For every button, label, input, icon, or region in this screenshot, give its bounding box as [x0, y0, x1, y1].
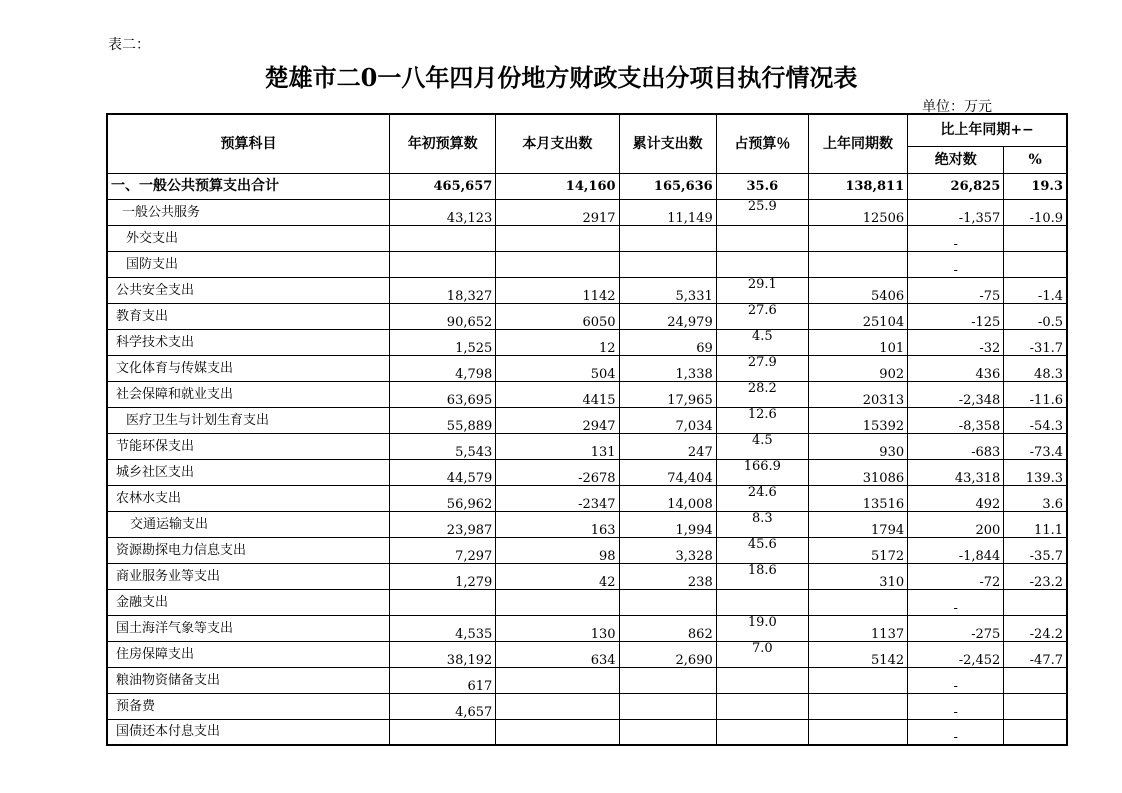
cell-rate: -73.4	[1004, 433, 1067, 459]
cell-cumulative: 3,328	[619, 537, 716, 563]
unit-label: 单位：万元	[922, 99, 992, 115]
row-name: 国债还本付息支出	[107, 719, 390, 745]
table-row	[107, 589, 1067, 615]
table-row	[107, 511, 1067, 537]
cell-cumulative	[619, 589, 716, 615]
cell-budget: 1,525	[390, 329, 496, 355]
cell-pct: 27.6	[716, 303, 808, 329]
cell-rate	[1004, 693, 1067, 719]
cell-cumulative: 1,338	[619, 355, 716, 381]
cell-budget	[390, 719, 496, 745]
cell-cumulative: 2,690	[619, 641, 716, 667]
cell-rate: -54.3	[1004, 407, 1067, 433]
cell-budget: 43,123	[390, 199, 496, 225]
cell-abs: -72	[908, 563, 1004, 589]
table-row	[107, 381, 1067, 407]
row-name: 金融支出	[107, 589, 390, 615]
row-name: 文化体育与传媒支出	[107, 355, 390, 381]
cell-last-year: 15392	[808, 407, 907, 433]
cell-cumulative	[619, 225, 716, 251]
cell-rate: -23.2	[1004, 563, 1067, 589]
cell-month	[496, 589, 619, 615]
cell-pct: 45.6	[716, 537, 808, 563]
cell-pct	[716, 719, 808, 745]
cell-abs: -	[908, 693, 1004, 719]
cell-abs: -75	[908, 277, 1004, 303]
table-row	[107, 407, 1067, 433]
cell-rate	[1004, 589, 1067, 615]
cell-month: 131	[496, 433, 619, 459]
table-row	[107, 329, 1067, 355]
table-row	[107, 563, 1067, 589]
cell-last-year: 1137	[808, 615, 907, 641]
col-header-month-expense: 本月支出数	[496, 114, 619, 173]
table-row	[107, 199, 1067, 225]
cell-last-year: 5142	[808, 641, 907, 667]
cell-last-year: 31086	[808, 459, 907, 485]
cell-rate: -31.7	[1004, 329, 1067, 355]
cell-budget: 4,798	[390, 355, 496, 381]
cell-last-year	[808, 589, 907, 615]
row-name: 国土海洋气象等支出	[107, 615, 390, 641]
cell-month: 504	[496, 355, 619, 381]
table-row	[107, 641, 1067, 667]
row-name: 公共安全支出	[107, 277, 390, 303]
cell-last-year: 25104	[808, 303, 907, 329]
cell-cumulative: 1,994	[619, 511, 716, 537]
cell-month: 130	[496, 615, 619, 641]
cell-pct: 166.9	[716, 459, 808, 485]
cell-budget: 23,987	[390, 511, 496, 537]
cell-rate: -11.6	[1004, 381, 1067, 407]
col-header-cumulative: 累计支出数	[619, 114, 716, 173]
cell-pct: 35.6	[716, 173, 808, 199]
cell-budget: 55,889	[390, 407, 496, 433]
cell-last-year: 5406	[808, 277, 907, 303]
cell-pct: 4.5	[716, 433, 808, 459]
cell-month: 2947	[496, 407, 619, 433]
cell-budget: 18,327	[390, 277, 496, 303]
cell-pct: 28.2	[716, 381, 808, 407]
cell-cumulative: 238	[619, 563, 716, 589]
cell-month: 14,160	[496, 173, 619, 199]
cell-cumulative	[619, 693, 716, 719]
cell-last-year: 101	[808, 329, 907, 355]
cell-budget: 4,657	[390, 693, 496, 719]
cell-cumulative	[619, 251, 716, 277]
cell-abs: 200	[908, 511, 1004, 537]
cell-pct: 18.6	[716, 563, 808, 589]
col-header-percent: %	[1004, 146, 1067, 173]
cell-month	[496, 667, 619, 693]
cell-pct: 24.6	[716, 485, 808, 511]
cell-pct: 25.9	[716, 199, 808, 225]
col-header-pct-budget: 占预算％	[716, 114, 808, 173]
cell-month	[496, 719, 619, 745]
row-name: 资源勘探电力信息支出	[107, 537, 390, 563]
cell-pct: 12.6	[716, 407, 808, 433]
cell-cumulative: 247	[619, 433, 716, 459]
col-header-last-year: 上年同期数	[808, 114, 907, 173]
cell-cumulative: 74,404	[619, 459, 716, 485]
page-title: 楚雄市二0一八年四月份地方财政支出分项目执行情况表	[264, 63, 858, 92]
cell-budget: 38,192	[390, 641, 496, 667]
cell-last-year: 20313	[808, 381, 907, 407]
cell-last-year	[808, 719, 907, 745]
cell-cumulative: 14,008	[619, 485, 716, 511]
row-name: 住房保障支出	[107, 641, 390, 667]
table-row	[107, 303, 1067, 329]
table-label: 表二：	[108, 37, 150, 53]
cell-rate: -10.9	[1004, 199, 1067, 225]
cell-last-year: 12506	[808, 199, 907, 225]
cell-budget	[390, 251, 496, 277]
cell-abs: -8,358	[908, 407, 1004, 433]
cell-abs: -	[908, 719, 1004, 745]
row-name: 一、一般公共预算支出合计	[107, 173, 390, 199]
cell-rate: -35.7	[1004, 537, 1067, 563]
cell-cumulative: 5,331	[619, 277, 716, 303]
cell-pct	[716, 251, 808, 277]
row-name: 教育支出	[107, 303, 390, 329]
cell-abs: -	[908, 251, 1004, 277]
cell-abs: -	[908, 225, 1004, 251]
col-header-annual-budget: 年初预算数	[390, 114, 496, 173]
cell-month: 42	[496, 563, 619, 589]
cell-budget	[390, 589, 496, 615]
cell-budget: 56,962	[390, 485, 496, 511]
cell-last-year: 138,811	[808, 173, 907, 199]
cell-abs: -1,844	[908, 537, 1004, 563]
col-header-compare: 比上年同期+−	[908, 114, 1067, 146]
table-row	[107, 693, 1067, 719]
cell-abs: -2,348	[908, 381, 1004, 407]
cell-pct: 19.0	[716, 615, 808, 641]
table-row	[107, 459, 1067, 485]
cell-last-year: 13516	[808, 485, 907, 511]
total-row	[107, 173, 1067, 199]
cell-month: 163	[496, 511, 619, 537]
table-row	[107, 485, 1067, 511]
cell-month: -2678	[496, 459, 619, 485]
cell-budget	[390, 225, 496, 251]
cell-pct	[716, 225, 808, 251]
cell-last-year	[808, 225, 907, 251]
cell-abs: -2,452	[908, 641, 1004, 667]
row-name: 医疗卫生与计划生育支出	[107, 407, 390, 433]
table-row	[107, 277, 1067, 303]
cell-cumulative	[619, 667, 716, 693]
row-name: 城乡社区支出	[107, 459, 390, 485]
table-row	[107, 667, 1067, 693]
cell-budget: 5,543	[390, 433, 496, 459]
cell-last-year: 5172	[808, 537, 907, 563]
row-name: 外交支出	[107, 225, 390, 251]
cell-pct: 8.3	[716, 511, 808, 537]
cell-rate	[1004, 719, 1067, 745]
cell-budget: 44,579	[390, 459, 496, 485]
cell-cumulative: 11,149	[619, 199, 716, 225]
cell-abs: 436	[908, 355, 1004, 381]
cell-month: 6050	[496, 303, 619, 329]
cell-rate	[1004, 251, 1067, 277]
cell-cumulative: 24,979	[619, 303, 716, 329]
cell-last-year	[808, 693, 907, 719]
cell-abs: -	[908, 589, 1004, 615]
cell-cumulative: 17,965	[619, 381, 716, 407]
cell-last-year: 930	[808, 433, 907, 459]
cell-month	[496, 225, 619, 251]
cell-last-year: 902	[808, 355, 907, 381]
cell-abs: -	[908, 667, 1004, 693]
table-row	[107, 251, 1067, 277]
cell-abs: 26,825	[908, 173, 1004, 199]
cell-pct: 4.5	[716, 329, 808, 355]
row-name: 交通运输支出	[107, 511, 390, 537]
cell-budget: 63,695	[390, 381, 496, 407]
cell-month: 12	[496, 329, 619, 355]
cell-cumulative	[619, 719, 716, 745]
cell-rate: -47.7	[1004, 641, 1067, 667]
table-row	[107, 355, 1067, 381]
cell-rate	[1004, 667, 1067, 693]
cell-month: 4415	[496, 381, 619, 407]
cell-pct	[716, 693, 808, 719]
cell-abs: -275	[908, 615, 1004, 641]
table-row	[107, 615, 1067, 641]
cell-pct	[716, 667, 808, 693]
cell-month	[496, 251, 619, 277]
cell-cumulative: 165,636	[619, 173, 716, 199]
cell-abs: -125	[908, 303, 1004, 329]
cell-last-year	[808, 251, 907, 277]
cell-month: 98	[496, 537, 619, 563]
cell-abs: 492	[908, 485, 1004, 511]
cell-rate: 11.1	[1004, 511, 1067, 537]
col-header-absolute: 绝对数	[908, 146, 1004, 173]
row-name: 科学技术支出	[107, 329, 390, 355]
row-name: 国防支出	[107, 251, 390, 277]
row-name: 社会保障和就业支出	[107, 381, 390, 407]
cell-rate: -0.5	[1004, 303, 1067, 329]
row-name: 一般公共服务	[107, 199, 390, 225]
cell-rate: 3.6	[1004, 485, 1067, 511]
table-row	[107, 433, 1067, 459]
cell-cumulative: 69	[619, 329, 716, 355]
cell-pct: 7.0	[716, 641, 808, 667]
cell-budget: 7,297	[390, 537, 496, 563]
cell-rate: 139.3	[1004, 459, 1067, 485]
cell-last-year	[808, 667, 907, 693]
table-row	[107, 719, 1067, 745]
row-name: 农林水支出	[107, 485, 390, 511]
cell-month: 1142	[496, 277, 619, 303]
cell-budget: 617	[390, 667, 496, 693]
row-name: 节能环保支出	[107, 433, 390, 459]
cell-abs: -32	[908, 329, 1004, 355]
cell-rate: 19.3	[1004, 173, 1067, 199]
cell-month: -2347	[496, 485, 619, 511]
cell-rate: -24.2	[1004, 615, 1067, 641]
expenditure-table	[106, 113, 1068, 746]
cell-budget: 90,652	[390, 303, 496, 329]
cell-pct: 29.1	[716, 277, 808, 303]
table-row	[107, 537, 1067, 563]
row-name: 粮油物资储备支出	[107, 667, 390, 693]
cell-budget: 4,535	[390, 615, 496, 641]
row-name: 预备费	[107, 693, 390, 719]
cell-rate	[1004, 225, 1067, 251]
cell-last-year: 1794	[808, 511, 907, 537]
cell-cumulative: 862	[619, 615, 716, 641]
cell-budget: 1,279	[390, 563, 496, 589]
cell-budget: 465,657	[390, 173, 496, 199]
row-name: 商业服务业等支出	[107, 563, 390, 589]
cell-last-year: 310	[808, 563, 907, 589]
cell-abs: -1,357	[908, 199, 1004, 225]
cell-rate: -1.4	[1004, 277, 1067, 303]
cell-month	[496, 693, 619, 719]
cell-month: 634	[496, 641, 619, 667]
cell-cumulative: 7,034	[619, 407, 716, 433]
cell-abs: 43,318	[908, 459, 1004, 485]
cell-pct	[716, 589, 808, 615]
cell-pct: 27.9	[716, 355, 808, 381]
cell-month: 2917	[496, 199, 619, 225]
cell-abs: -683	[908, 433, 1004, 459]
col-header-item: 预算科目	[107, 114, 390, 173]
cell-rate: 48.3	[1004, 355, 1067, 381]
table-row	[107, 225, 1067, 251]
